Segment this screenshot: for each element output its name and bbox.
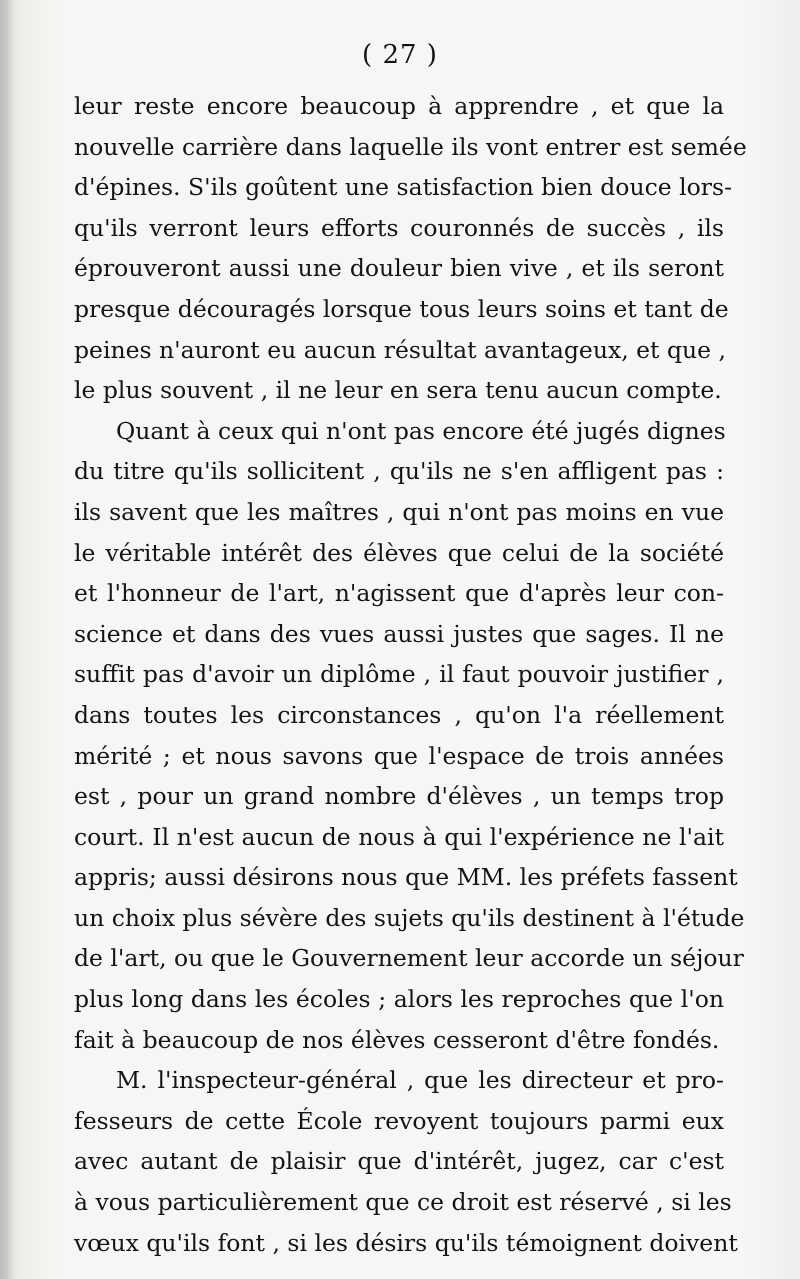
text-line: plus long dans les écoles ; alors les reproches que l'on xyxy=(74,985,724,1014)
text-line: le plus souvent , il ne leur en sera tenu aucun compte. xyxy=(74,376,722,405)
text-line: peines n'auront eu aucun résultat avantageux, et que , xyxy=(74,335,726,364)
text-line: éprouveront aussi une douleur bien vive , et ils seront xyxy=(74,254,724,283)
text-line: ils savent que les maîtres , qui n'ont pas moins en vue xyxy=(74,497,724,526)
text-line: de l'art, ou que le Gouvernement leur accorde un séjour xyxy=(74,944,744,973)
text-line: avec autant de plaisir que d'intérêt, jugez, car c'est xyxy=(74,1147,724,1176)
text-line: presque découragés lorsque tous leurs soins et tant de xyxy=(74,294,729,323)
body-text xyxy=(74,86,747,1263)
text-line: court. Il n'est aucun de nous à qui l'expérience ne l'ait xyxy=(74,822,724,851)
page-number: ( 27 ) xyxy=(362,40,438,70)
text-line: fait à beaucoup de nos élèves cesseront d'être fondés. xyxy=(74,1025,720,1054)
text-line: qu'ils verront leurs efforts couronnés de succès , ils xyxy=(74,213,724,242)
text-line: vœux qu'ils font , si les désirs qu'ils témoignent doivent xyxy=(74,1228,738,1257)
text-line: Quant à ceux qui n'ont pas encore été jugés dignes xyxy=(116,416,726,445)
text-line: est , pour un grand nombre d'élèves , un temps trop xyxy=(74,782,724,811)
text-line: dans toutes les circonstances , qu'on l'a réellement xyxy=(74,700,724,729)
text-line: le véritable intérêt des élèves que celui de la société xyxy=(74,538,724,567)
text-line: mérité ; et nous savons que l'espace de trois années xyxy=(74,741,724,770)
text-line: science et dans des vues aussi justes que sages. Il ne xyxy=(74,619,724,648)
text-line: un choix plus sévère des sujets qu'ils destinent à l'étude xyxy=(74,903,745,932)
page-gutter-shadow xyxy=(0,0,14,1279)
text-line: appris; aussi désirons nous que MM. les préfets fassent xyxy=(74,863,738,892)
text-line: leur reste encore beaucoup à apprendre , et que la xyxy=(74,92,724,120)
text-line: nouvelle carrière dans laquelle ils vont entrer est semée xyxy=(74,132,747,161)
text-line: fesseurs de cette École revoyent toujours parmi eux xyxy=(74,1106,724,1135)
text-line: du titre qu'ils sollicitent , qu'ils ne s'en affligent pas : xyxy=(74,457,724,486)
text-line: suffit pas d'avoir un diplôme , il faut pouvoir justifier , xyxy=(74,660,724,689)
text-line: à vous particulièrement que ce droit est réservé , si les xyxy=(74,1188,732,1217)
text-line: et l'honneur de l'art, n'agissent que d'après leur con- xyxy=(74,579,724,608)
text-line: d'épines. S'ils goûtent une satisfaction bien douce lors- xyxy=(74,173,733,202)
text-line: M. l'inspecteur-général , que les directeur et pro- xyxy=(116,1066,724,1095)
